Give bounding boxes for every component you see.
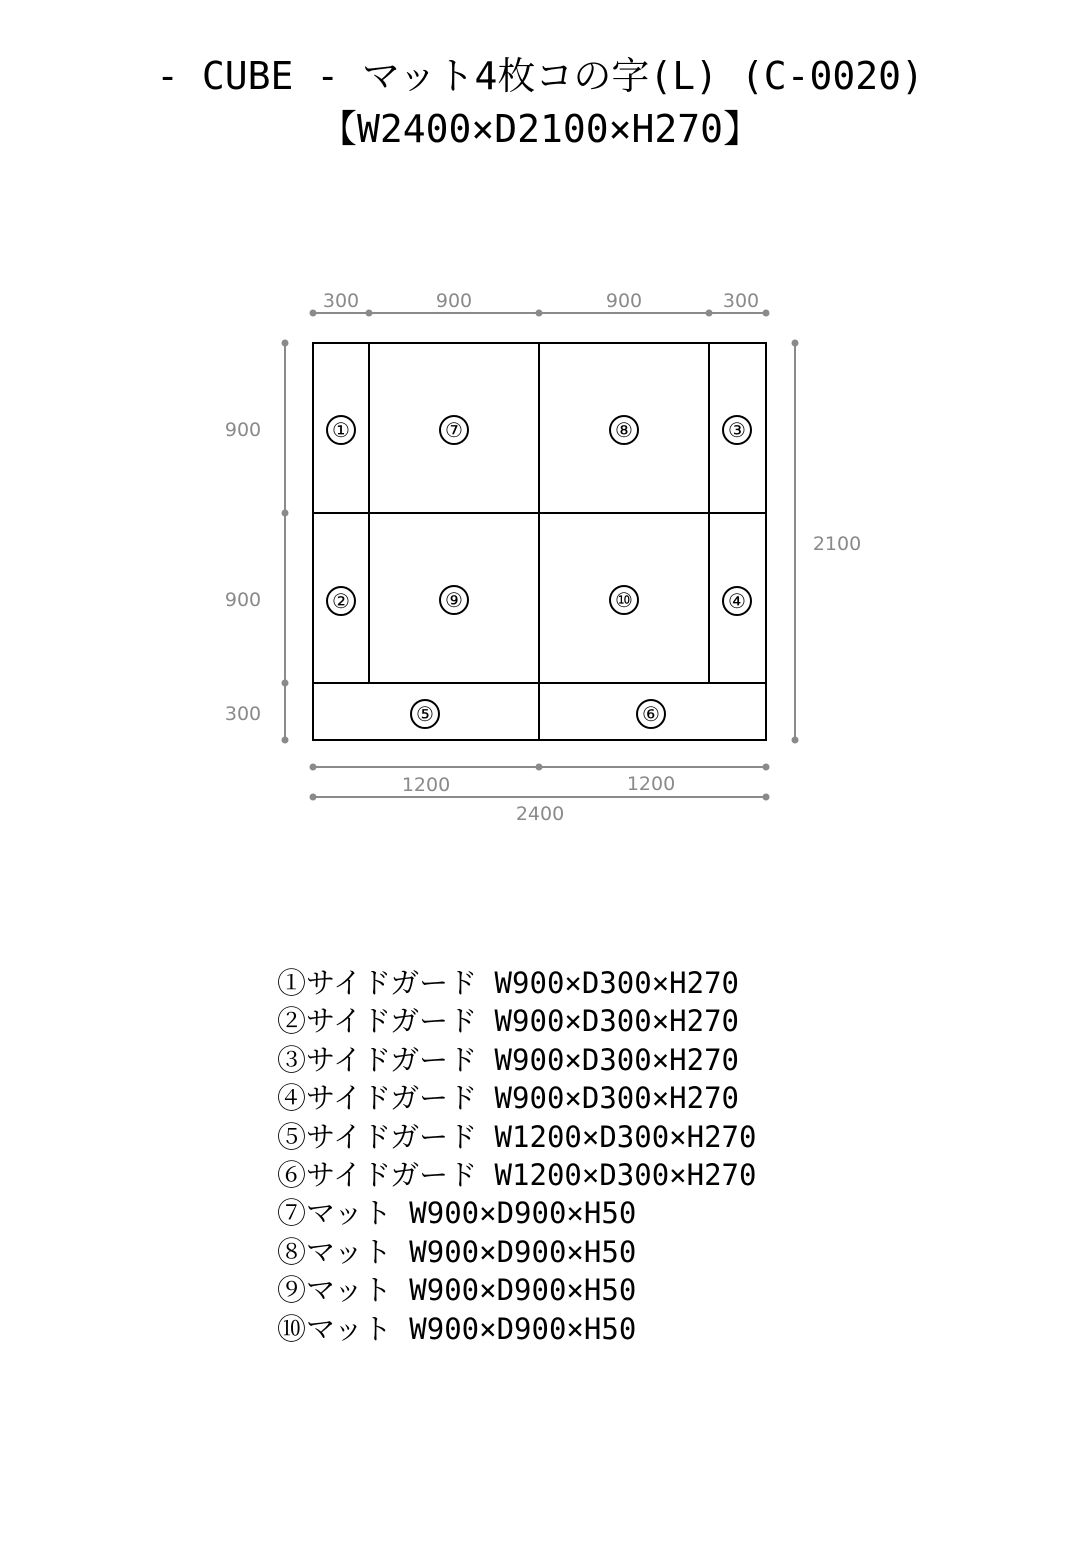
- top-dim-label: 900: [435, 290, 473, 312]
- piece-number: ⑥: [642, 702, 660, 726]
- right-dim-label: 2100: [812, 533, 862, 555]
- piece-number: ⑤: [416, 702, 434, 726]
- piece-number: ⑧: [615, 418, 633, 442]
- left-dim-label: 300: [224, 703, 262, 725]
- legend-item: ⑨マット W900×D900×H50: [277, 1273, 637, 1308]
- piece-number: ①: [332, 418, 350, 442]
- left-dimension-line: [282, 340, 289, 744]
- total-width-label: 2400: [515, 803, 565, 825]
- legend-item: ④サイドガード W900×D300×H270: [277, 1081, 739, 1116]
- right-dimension-line: [792, 340, 799, 744]
- legend-item: ①サイドガード W900×D300×H270: [277, 966, 739, 1000]
- page-subtitle-dimensions: 【W2400×D2100×H270】: [318, 107, 762, 151]
- bottom-dim-label: 1200: [626, 773, 676, 795]
- top-dim-label: 300: [722, 290, 760, 312]
- piece-number: ③: [728, 418, 746, 442]
- piece-number: ④: [728, 589, 746, 613]
- legend-item: ③サイドガード W900×D300×H270: [277, 1042, 739, 1077]
- bottom-dimension-line: [310, 764, 770, 771]
- legend-item: ⑩マット W900×D900×H50: [277, 1311, 637, 1346]
- legend-item: ②サイドガード W900×D300×H270: [277, 1004, 739, 1039]
- left-dim-label: 900: [224, 419, 262, 441]
- top-dimension-line: [310, 310, 770, 317]
- top-dim-label: 900: [605, 290, 643, 312]
- piece-number: ⑩: [615, 588, 633, 612]
- piece-number: ⑨: [445, 588, 463, 612]
- bottom-dim-label: 1200: [401, 774, 451, 796]
- piece-number: ②: [332, 589, 350, 613]
- legend-item: ⑦マット W900×D900×H50: [277, 1196, 637, 1231]
- legend-item: ⑥サイドガード W1200×D300×H270: [277, 1157, 757, 1192]
- left-dim-label: 900: [224, 589, 262, 611]
- top-dim-label: 300: [322, 290, 360, 312]
- total-width-line: [310, 794, 770, 801]
- parts-legend: [277, 964, 1037, 1348]
- legend-item: ⑤サイドガード W1200×D300×H270: [277, 1119, 757, 1154]
- piece-number: ⑦: [445, 418, 463, 442]
- page-title: - CUBE - マット4枚コの字(L) (C-0020): [156, 54, 924, 98]
- legend-item: ⑧マット W900×D900×H50: [277, 1234, 637, 1269]
